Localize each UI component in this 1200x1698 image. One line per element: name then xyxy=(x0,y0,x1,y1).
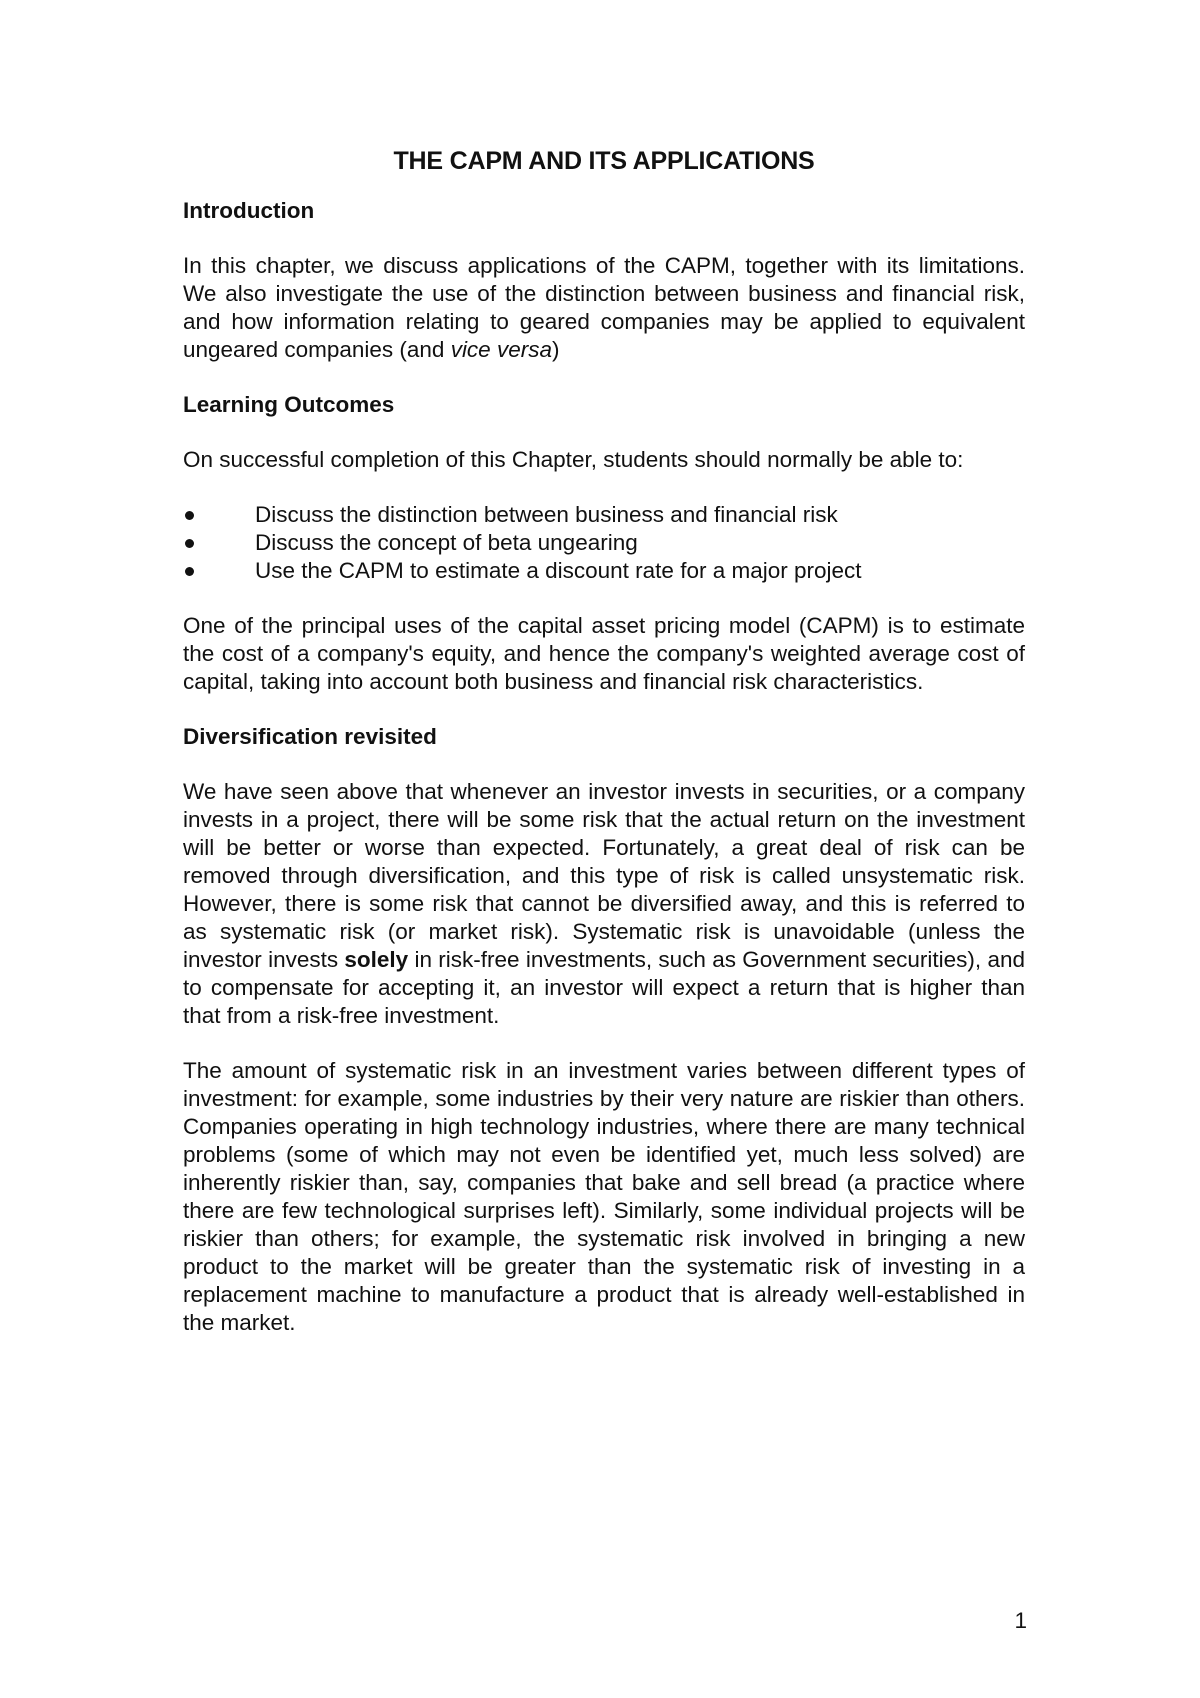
learning-outcomes-heading: Learning Outcomes xyxy=(183,392,395,417)
list-item xyxy=(183,557,1025,585)
list-item-text: Discuss the distinction between business and financial risk xyxy=(255,502,838,527)
bullet-icon xyxy=(185,511,194,520)
diversification-text-part-2: in risk-free investments, such as Government securities), and to compensate for accepting it, an investor will expect a return that is higher than that from a risk-free investment. xyxy=(183,947,1025,1028)
capm-uses-paragraph: One of the principal uses of the capital asset pricing model (CAPM) is to estimate the cost of a company's equity, and hence the company's weighted average cost of capital, taking into account both business and financial risk characteristics. xyxy=(183,613,1025,694)
list-item-text: Use the CAPM to estimate a discount rate for a major project xyxy=(255,558,862,583)
list-item xyxy=(183,529,1025,557)
introduction-text-part-2: ) xyxy=(551,337,560,362)
introduction-text-italic: vice versa xyxy=(450,337,552,362)
bullet-icon xyxy=(185,539,194,548)
list-item-text: Discuss the concept of beta ungearing xyxy=(255,530,638,555)
list-item xyxy=(183,501,1025,529)
diversification-paragraph-1 xyxy=(183,778,1025,1030)
introduction-paragraph xyxy=(183,252,1025,364)
page-content xyxy=(183,145,1025,1337)
diversification-text-bold: solely xyxy=(344,947,409,972)
page-title: THE CAPM AND ITS APPLICATIONS xyxy=(393,147,815,175)
bullet-icon xyxy=(185,567,194,576)
diversification-heading: Diversification revisited xyxy=(183,724,437,749)
learning-outcomes-intro: On successful completion of this Chapter, students should normally be able to: xyxy=(183,447,964,472)
introduction-heading: Introduction xyxy=(183,198,315,223)
diversification-text-part-1: We have seen above that whenever an investor invests in securities, or a company invests in a project, there will be some risk that the actual return on the investment will be better or worse than expected. Fortunately, a great deal of risk can be removed through diversification, and this type of risk is called unsystematic risk. However, there is some risk that cannot be diversified away, and this is referred to as systematic risk (or market risk). Systematic risk is unavoidable (unless the investor invests xyxy=(183,779,1025,972)
page-number: 1 xyxy=(1014,1608,1027,1633)
diversification-paragraph-2: The amount of systematic risk in an investment varies between different types of investment: for example, some industries by their very nature are riskier than others. Companies operating in high technology industries, where there are many technical problems (some of which may not even be identified yet, much less solved) are inherently riskier than, say, companies that bake and sell bread (a practice where there are few technological surprises left). Similarly, some individual projects will be riskier than others; for example, the systematic risk involved in bringing a new product to the market will be greater than the systematic risk of investing in a replacement machine to manufacture a product that is already well-established in the market. xyxy=(183,1058,1025,1335)
introduction-text-part-1: In this chapter, we discuss applications of the CAPM, together with its limitations. We also investigate the use of the distinction between business and financial risk, and how information relating to geared companies may be applied to equivalent ungeared companies (and xyxy=(183,253,1025,362)
learning-outcomes-list xyxy=(183,501,1025,585)
